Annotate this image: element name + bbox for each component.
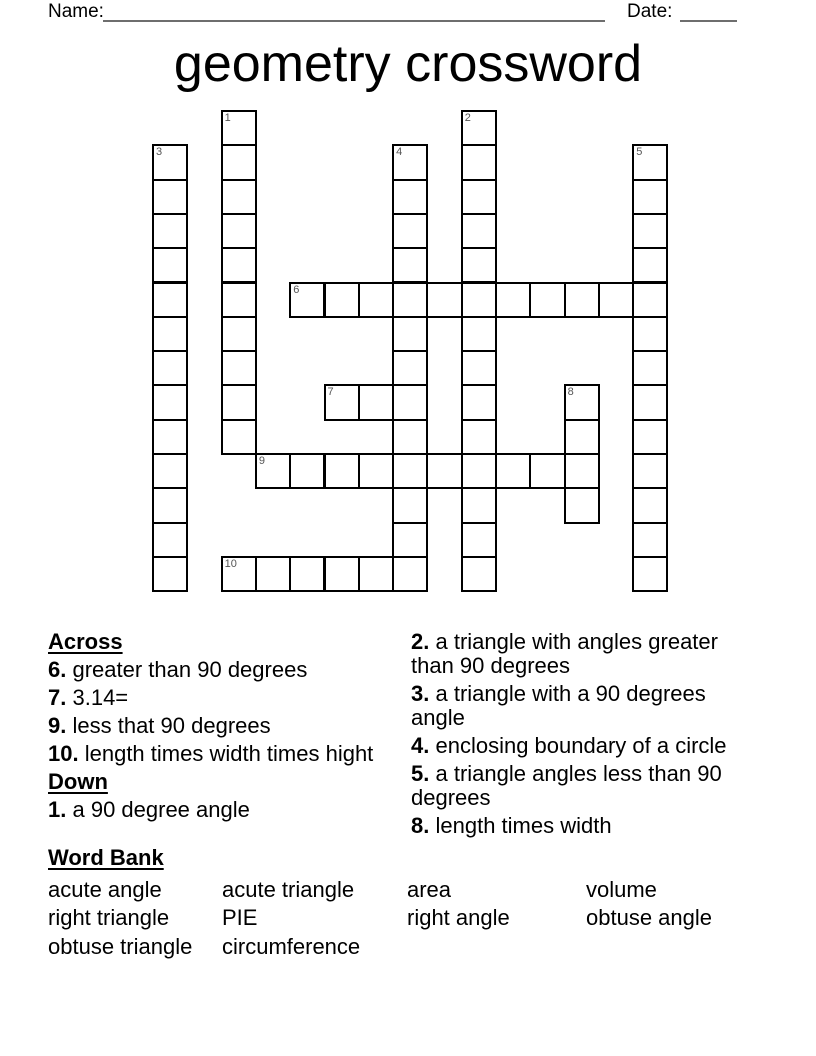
grid-cell[interactable] — [564, 419, 600, 455]
word-bank-heading: Word Bank — [48, 845, 164, 870]
crossword-grid — [152, 110, 667, 591]
grid-cell[interactable] — [392, 247, 428, 283]
cell-number: 5 — [636, 146, 643, 159]
clue-down-2: 2. a triangle with angles greater than 90 degrees — [411, 629, 718, 678]
grid-cell[interactable] — [152, 350, 188, 386]
word-bank-column-1 — [48, 876, 192, 961]
grid-cell[interactable] — [358, 282, 394, 318]
word-bank-word: right angle — [407, 905, 510, 931]
grid-cell[interactable] — [461, 247, 497, 283]
grid-cell[interactable] — [461, 384, 497, 420]
grid-cell[interactable] — [461, 453, 497, 489]
grid-cell[interactable] — [358, 384, 394, 420]
grid-cell[interactable] — [632, 316, 668, 352]
grid-cell[interactable] — [598, 282, 634, 318]
word-bank-word: circumference — [222, 933, 361, 959]
grid-cell[interactable] — [632, 179, 668, 215]
grid-cell[interactable] — [529, 282, 565, 318]
grid-cell[interactable] — [152, 247, 188, 283]
grid-cell[interactable] — [529, 453, 565, 489]
cell-number: 7 — [327, 386, 334, 399]
cell-number: 10 — [224, 557, 237, 570]
date-label: Date: — [627, 1, 673, 22]
clues-left-column — [48, 630, 413, 826]
grid-cell[interactable] — [152, 179, 188, 215]
grid-cell[interactable] — [632, 419, 668, 455]
grid-cell[interactable] — [152, 419, 188, 455]
grid-cell[interactable] — [461, 110, 497, 146]
grid-cell[interactable] — [632, 522, 668, 558]
grid-cell[interactable] — [632, 487, 668, 523]
word-bank-word: acute triangle — [222, 877, 355, 902]
grid-cell[interactable] — [392, 522, 428, 558]
grid-cell[interactable] — [221, 350, 257, 386]
clue-across-9: 9. less that 90 degrees — [48, 713, 271, 738]
grid-cell[interactable] — [392, 282, 428, 318]
clue-down-8: 8. length times width — [411, 813, 612, 838]
grid-cell[interactable] — [392, 350, 428, 386]
grid-cell[interactable] — [461, 556, 497, 592]
grid-cell[interactable] — [632, 282, 668, 318]
grid-cell[interactable] — [289, 453, 325, 489]
grid-cell[interactable] — [358, 453, 394, 489]
grid-cell[interactable] — [392, 556, 428, 592]
grid-cell[interactable] — [152, 282, 188, 318]
grid-cell[interactable] — [495, 453, 531, 489]
grid-cell[interactable] — [392, 179, 428, 215]
grid-cell[interactable] — [392, 316, 428, 352]
grid-cell[interactable] — [461, 213, 497, 249]
grid-cell[interactable] — [461, 487, 497, 523]
grid-cell[interactable] — [632, 213, 668, 249]
grid-cell[interactable] — [221, 247, 257, 283]
grid-cell[interactable] — [632, 384, 668, 420]
grid-cell[interactable] — [221, 144, 257, 180]
name-label: Name: — [48, 1, 104, 22]
grid-cell[interactable] — [152, 556, 188, 592]
word-bank-column-4 — [586, 876, 712, 933]
grid-cell[interactable] — [632, 350, 668, 386]
page-title: geometry crossword — [173, 35, 643, 93]
clue-across-10: 10. length times width times hight — [48, 741, 374, 766]
word-bank-column-2 — [222, 876, 360, 961]
grid-cell[interactable] — [392, 487, 428, 523]
cell-number: 9 — [258, 455, 266, 467]
grid-cell[interactable] — [461, 350, 497, 386]
grid-cell[interactable] — [495, 282, 531, 318]
grid-cell[interactable] — [461, 316, 497, 352]
word-bank-column-3 — [407, 876, 510, 933]
clues-right-column — [411, 630, 753, 842]
cell-number: 8 — [567, 386, 574, 399]
grid-cell[interactable] — [324, 556, 360, 592]
word-bank-word: acute angle — [48, 877, 162, 902]
grid-cell[interactable] — [221, 213, 257, 249]
grid-cell[interactable] — [221, 316, 257, 352]
grid-cell[interactable] — [632, 247, 668, 283]
grid-cell[interactable] — [392, 213, 428, 249]
grid-cell[interactable] — [358, 556, 394, 592]
clue-down-3: 3. a triangle with a 90 degrees angle — [411, 681, 706, 730]
grid-cell[interactable] — [221, 282, 257, 318]
grid-cell[interactable] — [392, 453, 428, 489]
cell-number: 4 — [396, 146, 403, 159]
grid-cell[interactable] — [392, 144, 428, 180]
grid-cell[interactable] — [221, 179, 257, 215]
word-bank-word: volume — [586, 877, 657, 902]
word-bank-word: PIE — [222, 905, 258, 931]
grid-cell[interactable] — [221, 556, 257, 592]
grid-cell[interactable] — [152, 453, 188, 489]
word-bank-word: area — [407, 877, 452, 902]
grid-cell[interactable] — [392, 419, 428, 455]
cell-number: 2 — [464, 112, 471, 124]
grid-cell[interactable] — [221, 384, 257, 420]
grid-cell[interactable] — [152, 487, 188, 523]
grid-cell[interactable] — [324, 453, 360, 489]
word-bank-word: obtuse triangle — [48, 933, 193, 959]
grid-cell[interactable] — [152, 213, 188, 249]
grid-cell[interactable] — [426, 282, 462, 318]
word-bank — [48, 846, 768, 966]
grid-cell[interactable] — [255, 556, 291, 592]
grid-cell[interactable] — [289, 282, 325, 318]
clue-down-1: 1. a 90 degree angle — [48, 797, 250, 822]
grid-cell[interactable] — [461, 419, 497, 455]
grid-cell[interactable] — [564, 384, 600, 420]
grid-cell[interactable] — [221, 110, 257, 146]
grid-cell[interactable] — [324, 282, 360, 318]
clue-across-6: 6. greater than 90 degrees — [48, 657, 308, 682]
clue-down-5: 5. a triangle angles less than 90 degrees — [411, 761, 722, 810]
name-blank-line[interactable] — [103, 2, 605, 22]
grid-cell[interactable] — [461, 144, 497, 180]
grid-cell[interactable] — [289, 556, 325, 592]
grid-cell[interactable] — [152, 384, 188, 420]
clue-down-4: 4. enclosing boundary of a circle — [411, 733, 727, 758]
grid-cell[interactable] — [564, 282, 600, 318]
cell-number: 6 — [293, 283, 300, 296]
grid-cell[interactable] — [255, 453, 291, 489]
grid-cell[interactable] — [426, 453, 462, 489]
grid-cell[interactable] — [461, 522, 497, 558]
grid-cell[interactable] — [632, 453, 668, 489]
grid-cell[interactable] — [632, 144, 668, 180]
clue-across-7: 7. 3.14= — [48, 685, 129, 710]
grid-cell[interactable] — [324, 384, 360, 420]
down-heading: Down — [48, 769, 108, 794]
cell-number: 1 — [224, 112, 231, 124]
grid-cell[interactable] — [152, 522, 188, 558]
grid-cell[interactable] — [564, 487, 600, 523]
word-bank-word: right triangle — [48, 905, 170, 931]
grid-cell[interactable] — [152, 316, 188, 352]
across-heading: Across — [48, 629, 123, 654]
grid-cell[interactable] — [632, 556, 668, 592]
grid-cell[interactable] — [461, 282, 497, 318]
cell-number: 3 — [156, 146, 163, 159]
grid-cell[interactable] — [564, 453, 600, 489]
grid-cell[interactable] — [221, 419, 257, 455]
grid-cell[interactable] — [392, 384, 428, 420]
date-blank-line[interactable] — [680, 2, 737, 22]
grid-cell[interactable] — [152, 144, 188, 180]
grid-cell[interactable] — [461, 179, 497, 215]
word-bank-word: obtuse angle — [586, 905, 712, 931]
